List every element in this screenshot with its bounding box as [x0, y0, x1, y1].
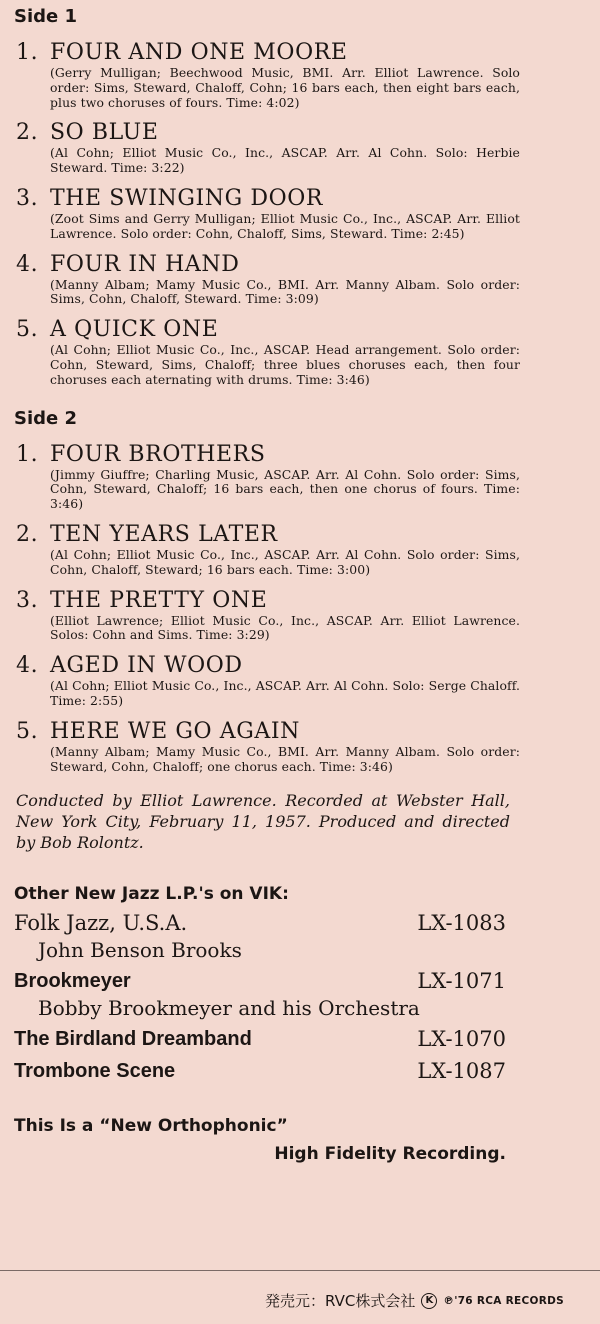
lp-item [14, 909, 506, 963]
track-heading [16, 40, 600, 66]
track-number: 2. [16, 120, 39, 146]
track-number: 3. [16, 587, 39, 613]
track-detail: (Al Cohn; Elliot Music Co., Inc., ASCAP. Arr. Al Cohn. Solo order: Sims, Cohn, Chaloff, Steward; 16 bars each. Time: 3:00) [50, 546, 520, 577]
track-heading [16, 522, 600, 548]
track-item [16, 317, 600, 387]
other-lps-heading: Other New Jazz L.P.'s on VIK: [14, 884, 289, 905]
lp-row [14, 1025, 506, 1053]
track-item [16, 719, 600, 775]
tagline-line-1: This Is a “New Orthophonic” [14, 1116, 288, 1137]
track-item [16, 186, 600, 242]
footer-divider [0, 1270, 600, 1271]
track-detail: (Al Cohn; Elliot Music Co., Inc., ASCAP. Head arrangement. Solo order: Cohn, Steward, Sims, Chaloff; three blues choruses each, then four choruses each aternating with drums. Time: 3:46) [50, 342, 520, 387]
track-number: 2. [16, 521, 39, 547]
track-item [16, 522, 600, 578]
lp-catalog-number: LX-1087 [417, 1059, 506, 1084]
track-title: TEN YEARS LATER [50, 521, 278, 547]
track-number: 5. [16, 317, 39, 343]
track-heading [16, 252, 600, 278]
track-item [16, 653, 600, 709]
track-heading [16, 317, 600, 343]
track-detail: (Jimmy Giuffre; Charling Music, ASCAP. Arr. Al Cohn. Solo order: Sims, Cohn, Steward, Chaloff; 16 bars each, then one chorus of fours. Time: 3:46) [50, 466, 520, 512]
track-title: FOUR IN HAND [50, 251, 240, 277]
track-title: SO BLUE [50, 120, 159, 146]
track-title: FOUR AND ONE MOORE [50, 40, 348, 65]
side-1-heading: Side 1 [14, 6, 78, 27]
lp-catalog-number: LX-1070 [417, 1027, 506, 1052]
track-item [16, 120, 600, 176]
copyright-notice: ℗'76 RCA RECORDS [443, 1294, 564, 1307]
track-item [16, 252, 600, 308]
tagline-line-2: High Fidelity Recording. [274, 1144, 506, 1165]
lp-item [14, 1057, 506, 1085]
track-title: THE SWINGING DOOR [50, 185, 324, 211]
lp-catalog-number: LX-1071 [417, 969, 506, 994]
track-number: 4. [16, 653, 39, 679]
track-number: 1. [16, 441, 39, 467]
track-detail: (Al Cohn; Elliot Music Co., Inc., ASCAP. Arr. Al Cohn. Solo: Herbie Steward. Time: 3:22) [50, 145, 520, 176]
lp-row [14, 909, 506, 937]
lp-title: Brookmeyer [14, 970, 131, 993]
track-heading [16, 588, 600, 614]
lp-row [14, 1057, 506, 1085]
track-number: 5. [16, 718, 39, 744]
track-detail: (Gerry Mulligan; Beechwood Music, BMI. Arr. Elliot Lawrence. Solo order: Sims, Steward, Chaloff, Cohn; 16 bars each, then eight bars each, plus two choruses of fours. Time: 4:02) [50, 65, 520, 110]
lp-catalog-number: LX-1083 [417, 911, 506, 936]
track-number: 4. [16, 251, 39, 277]
track-title: THE PRETTY ONE [50, 587, 268, 613]
track-number: 3. [16, 185, 39, 211]
track-item [16, 442, 600, 512]
track-heading [16, 186, 600, 212]
lp-row [14, 967, 506, 995]
track-title: A QUICK ONE [50, 317, 219, 343]
side-2-tracklist [0, 442, 600, 775]
lp-item [14, 1025, 506, 1053]
distributor-label: 発売元：RVC株式会社 [265, 1292, 416, 1310]
track-heading [16, 719, 600, 745]
track-title: AGED IN WOOD [50, 653, 243, 679]
lp-title: The Birdland Dreamband [14, 1028, 252, 1051]
track-heading [16, 442, 600, 468]
k-mark-icon: K [421, 1293, 437, 1309]
lp-artist: John Benson Brooks [38, 938, 242, 963]
track-heading [16, 653, 600, 679]
track-detail: (Manny Albam; Mamy Music Co., BMI. Arr. Manny Albam. Solo order: Sims, Cohn, Chaloff, Steward. Time: 3:09) [50, 276, 520, 307]
track-heading [16, 120, 600, 146]
track-title: FOUR BROTHERS [50, 441, 266, 467]
side-2-heading: Side 2 [14, 407, 78, 429]
lp-artist: Bobby Brookmeyer and his Orchestra [38, 996, 420, 1021]
track-detail: (Manny Albam; Mamy Music Co., BMI. Arr. Manny Albam. Solo order: Steward, Cohn, Chaloff; one chorus each. Time: 3:46) [50, 743, 520, 774]
track-item [16, 40, 600, 110]
track-item [16, 588, 600, 644]
lp-title: Trombone Scene [14, 1060, 176, 1083]
side-1-tracklist [0, 40, 600, 388]
track-detail: (Al Cohn; Elliot Music Co., Inc., ASCAP. Arr. Al Cohn. Solo: Serge Chaloff. Time: 2:55) [50, 678, 520, 708]
lp-item [14, 967, 506, 1021]
track-number: 1. [16, 40, 39, 65]
track-title: HERE WE GO AGAIN [50, 718, 301, 744]
lp-title: Folk Jazz, U.S.A. [14, 911, 188, 936]
track-detail: (Elliot Lawrence; Elliot Music Co., Inc., ASCAP. Arr. Elliot Lawrence. Solos: Cohn and Sims. Time: 3:29) [50, 612, 520, 643]
recording-credits: Conducted by Elliot Lawrence. Recorded at Webster Hall, New York City, February 11, 1957. Produced and directed by Bob Rolontz. [16, 791, 510, 853]
other-lps-list [14, 909, 506, 1085]
footer [265, 1290, 564, 1311]
track-detail: (Zoot Sims and Gerry Mulligan; Elliot Music Co., Inc., ASCAP. Arr. Elliot Lawrence. Solo order: Cohn, Chaloff, Sims, Steward. Time: 2:45) [50, 210, 520, 241]
